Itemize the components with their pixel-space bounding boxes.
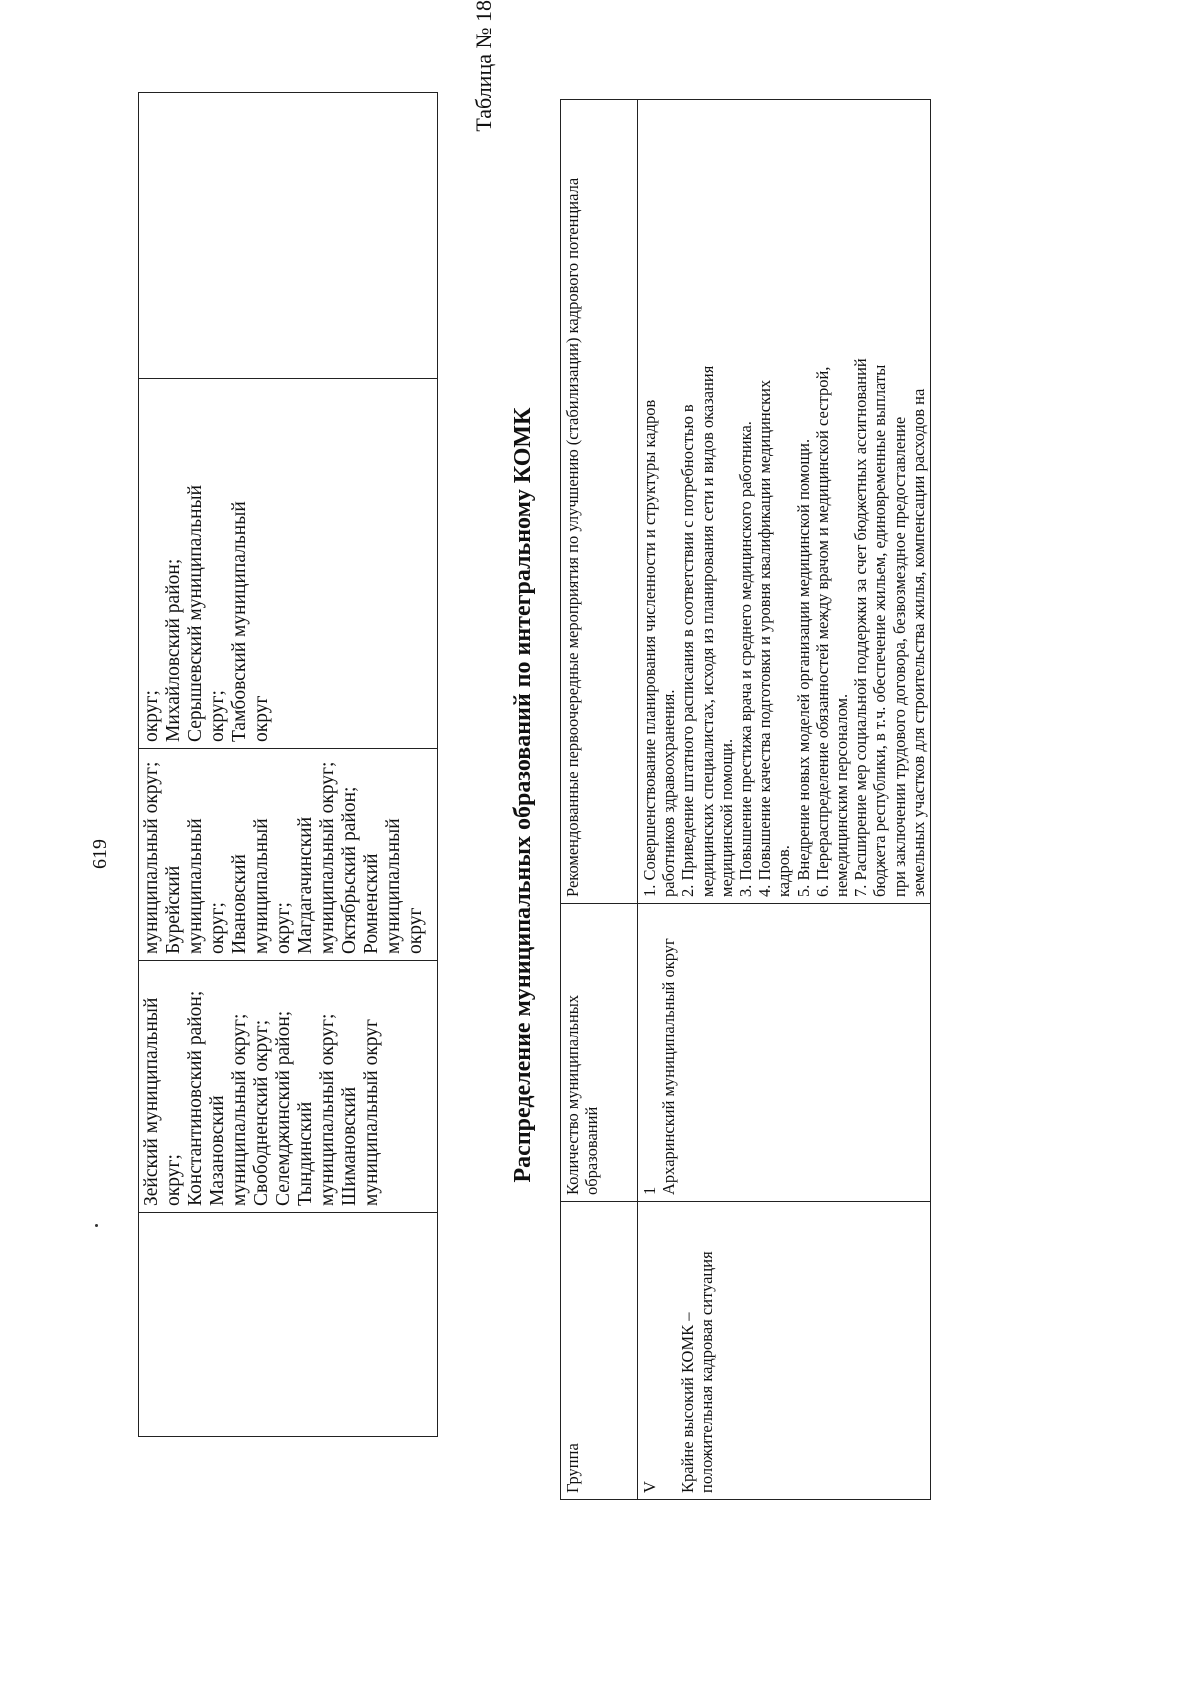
municipality-line: Ромненский муниципальный xyxy=(361,818,404,954)
measure-line: 4. Повышение качества подготовки и уровня квалификации медицинских xyxy=(755,379,775,897)
municipality-line: Михайловский район; xyxy=(163,558,184,742)
measure-line: немедицинским персоналом. xyxy=(832,693,852,897)
municipality-name: Архаринский муниципальный округ xyxy=(659,938,679,1195)
group-cell xyxy=(638,1202,931,1500)
measure-line: земельных участков для строительства жилья, компенсации расходов на xyxy=(908,388,928,897)
measure-line: при заключении трудового договора, безвозмездное предоставление xyxy=(889,416,909,897)
municipality-line: Магдагачинский xyxy=(295,816,316,954)
measure-line: 3. Повышение престижа врача и среднего медицинского работника. xyxy=(736,421,756,897)
count-cell xyxy=(638,904,931,1202)
municipality-line: Свободненский округ; xyxy=(251,1019,272,1206)
municipality-line: округ; xyxy=(207,902,228,954)
measure-line: медицинской помощи. xyxy=(716,738,736,897)
municipality-line: округ xyxy=(405,907,426,954)
municipality-line: муниципальный округ xyxy=(361,1018,382,1206)
main-table xyxy=(560,100,1040,1500)
group-description: Крайне высокий КОМК – положительная кадровая ситуация xyxy=(678,1251,717,1493)
continuation-table xyxy=(138,93,438,1437)
municipality-line: Тындинский xyxy=(295,1101,316,1206)
municipality-line: Константиновский район; xyxy=(185,990,206,1206)
measure-line: 2. Приведение штатного расписания в соответствии с потребностью в xyxy=(678,404,698,897)
measure-line: работников здравоохранения. xyxy=(659,689,679,897)
continuation-cell-2 xyxy=(139,961,438,1213)
continuation-cell-5 xyxy=(139,93,438,379)
measure-line: медицинских специалистах, исходя из планирования сети и видов оказания xyxy=(697,365,717,897)
header-group: Группа xyxy=(561,1202,638,1500)
municipality-line: округ; xyxy=(163,1154,184,1206)
municipality-line: округ xyxy=(251,695,272,742)
municipality-line: Ивановский муниципальный xyxy=(229,818,272,954)
municipality-line: муниципальный округ; xyxy=(141,761,162,954)
measure-line: 6. Перераспределение обязанностей между врачом и медицинской сестрой, xyxy=(812,366,832,897)
continuation-row xyxy=(139,93,438,1437)
continuation-cell-3 xyxy=(139,749,438,961)
measure-line: кадров. xyxy=(774,845,794,897)
municipality-line: округ; xyxy=(207,690,228,742)
group-code: V xyxy=(640,1481,659,1493)
measure-line: 7. Расширение мер социальной поддержки за счет бюджетных ассигнований xyxy=(851,358,871,897)
municipality-line: Тамбовский муниципальный xyxy=(229,501,250,742)
continuation-cell-1 xyxy=(139,1213,438,1437)
header-row xyxy=(561,100,638,1500)
measure-line: 5. Внедрение новых моделей организации медицинской помощи. xyxy=(793,438,813,897)
municipality-line: муниципальный округ; xyxy=(317,761,338,954)
municipality-line: муниципальный округ; xyxy=(229,1013,250,1206)
municipality-line: Серышевский муниципальный xyxy=(185,484,206,742)
municipality-line: Селемджинский район; xyxy=(273,1010,294,1206)
municipality-count: 1 xyxy=(640,1186,659,1195)
measure-line: бюджета республики, в т.ч. обеспечение жильем, единовременные выплаты xyxy=(870,364,890,897)
municipality-line: Шимановский xyxy=(339,1086,360,1206)
table-caption: Таблица № 18 xyxy=(471,0,496,132)
page-number: 619 xyxy=(89,839,111,869)
municipality-line: округ; xyxy=(273,902,294,954)
continuation-cell-4 xyxy=(139,379,438,749)
municipality-line: Октябрьский район; xyxy=(339,786,360,954)
scan-artifact-dot xyxy=(95,1224,98,1227)
municipality-line: Мазановский xyxy=(207,1095,228,1206)
municipality-line: Бурейский муниципальный xyxy=(163,818,206,954)
municipality-line: муниципальный округ; xyxy=(317,1013,338,1206)
municipality-line: Зейский муниципальный xyxy=(141,997,162,1206)
measure-line: 1. Совершенствование планирования численности и структуры кадров xyxy=(640,399,659,897)
table-title: Распределение муниципальных образований по интегральному КОМК xyxy=(510,407,536,1183)
header-measures: Рекомендованные первоочередные мероприятия по улучшению (стабилизации) кадрового потенциала xyxy=(561,100,638,904)
table-row xyxy=(638,100,931,1500)
header-count: Количество муниципальных образований xyxy=(561,904,638,1202)
measures-cell xyxy=(638,100,931,904)
municipality-line: округ; xyxy=(141,690,162,742)
